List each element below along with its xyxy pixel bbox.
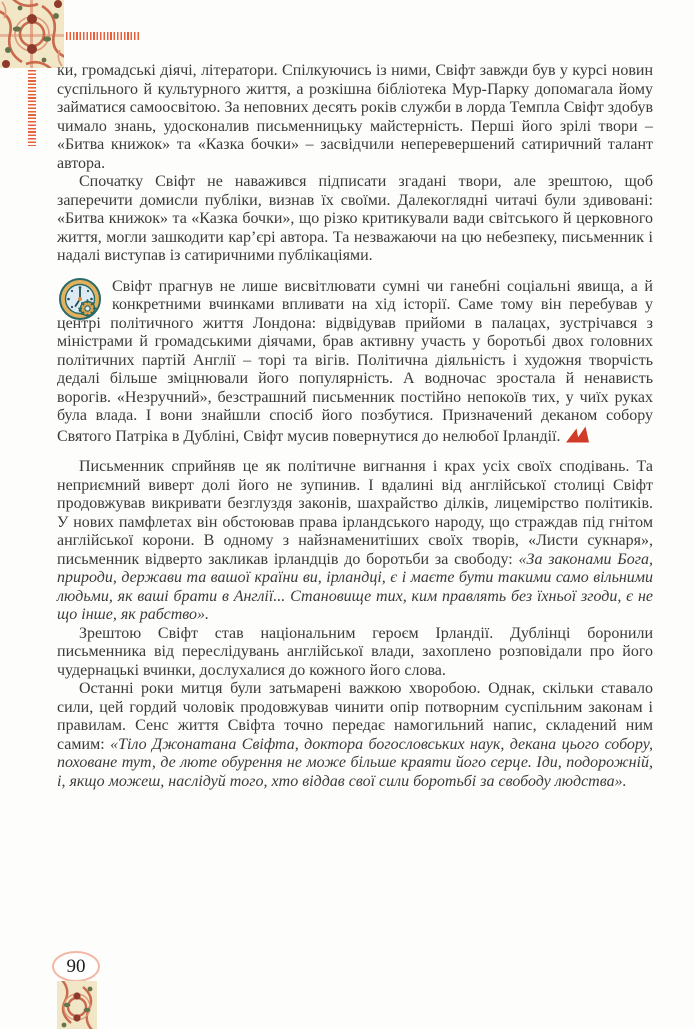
text-segment: Спочатку Свіфт не наважився підписати згадані твори, але зрештою, щоб заперечити домисли публіки, визнав їх своїми. Далекоглядні читачі були здивовані: «Битва книжок» та «Казка бочки», що різко критикували вади світського й церковного життя, могли зашкодити кар’єрі автора. Та незважаючи на цю небезпеку, письменник і надалі виступав із сатиричними публікаціями. [57, 173, 653, 264]
ornament-tile-icon [0, 0, 64, 68]
text-segment: «Тіло Джонатана Свіфта, доктора богословських наук, декана цього собору, поховане тут, де люте обурення не може більше краяти його серце. Іди, подорожній, і, якщо можеш, наслідуй того, хто віддав свої сили боротьбі за свободу людства». [57, 735, 653, 790]
text-segment: Письменник сприйняв це як політичне вигнання і крах усіх своїх сподівань. Та неприємний виверт долі його не зупинив. І вдалині від англійської столиці Свіфт продовжував викривати безглуздя законів, шахрайство ділків, лицемірство політиків. У нових памфлетах він обстоював права ірландського народу, що страждав під гнітом англійської корони. В одному з найзнаменитіших своїх творів, «Листи сукнаря», письменник відверто закликав ірландців до боротьби за свободу: [57, 458, 653, 568]
ornament-column-icon [57, 981, 97, 1029]
paragraph-text [57, 458, 653, 623]
text-segment: Останні роки митця були затьмарені важкою хворобою. Однак, скільки ставало сили, цей гордий чоловік продовжував чинити опір потворним суспільним законам і правилам. Сенс життя Свіфта точно передає намогильний напис, складений ним самим: [57, 680, 653, 753]
paragraph-text [57, 680, 653, 790]
paragraph-last-years [57, 680, 653, 791]
paragraph-authorship [57, 173, 653, 266]
text-segment: «За законами Бога, природи, держави та вашої країни ви, ірландці, є і маєте бути такими само вільними людьми, як ваші брати в Англії... Становище тих, ким правлять без їхньої згоди, є не що інше, як рабство». [57, 550, 653, 623]
paragraph-text [57, 173, 653, 264]
paragraph-text [57, 278, 653, 445]
vertical-dashed-rule [28, 70, 36, 146]
paragraph-exile [57, 458, 653, 625]
body-text [57, 62, 653, 791]
page-number [52, 951, 100, 982]
text-segment: ки, громадські діячі, літератори. Спілкуючись із ними, Свіфт завжди був у курсі новин суспільного й культурного життя, а розкішна бібліотека Мур-Парку допомагала йому займатися самоосвітою. За неповних десять років служби в лорда Темпла Свіфт здобув чимало знань, удосконалив письменницьку майстерність. Перші його зрілі твори – «Битва книжок» та «Казка бочки» – засвідчили неперевершений сатиричний талант автора. [57, 62, 653, 172]
text-segment: Свіфт прагнув не лише висвітлювати сумні чи ганебні соціальні явища, а й конкретними вчинками впливати на хід історії. Саме тому він перебував у центрі політичного життя Лондона: відвідував прийоми в палацах, зустрічався з міністрами й громадськими діячами, брав активну участь у боротьбі двох головних політичних партій Англії – торі та вігів. Політична діяльність і художня творчість дедалі більше зміцнювали його популярність. А водночас зростала й ненависть ворогів. «Незручний», безстрашний письменник постійно непокоїв тих, у чиїх руках була влада. І вони знайшли спосіб його позбутися. Призначений деканом собору Святого Патріка в Дубліні, Свіфт мусив повернутися до нелюбої Ірландії. [57, 277, 653, 445]
red-arrow-icon [565, 426, 590, 443]
paragraph-national-hero [57, 625, 653, 681]
text-segment: Зрештою Свіфт став національним героєм Ірландії. Дублінці боронили письменника від переслідувань англійської влади, захоплено розповідали про його чудернацькі вчинки, дослухалися до кожного його слова. [57, 624, 653, 679]
paragraph-text [57, 62, 653, 172]
paragraph-moor-park [57, 62, 653, 173]
page-number-label: 90 [66, 955, 86, 977]
horizontal-dashed-rule [66, 32, 141, 40]
paragraph-political-life [57, 278, 653, 447]
clock-icon [57, 277, 103, 312]
paragraph-text [57, 625, 653, 679]
